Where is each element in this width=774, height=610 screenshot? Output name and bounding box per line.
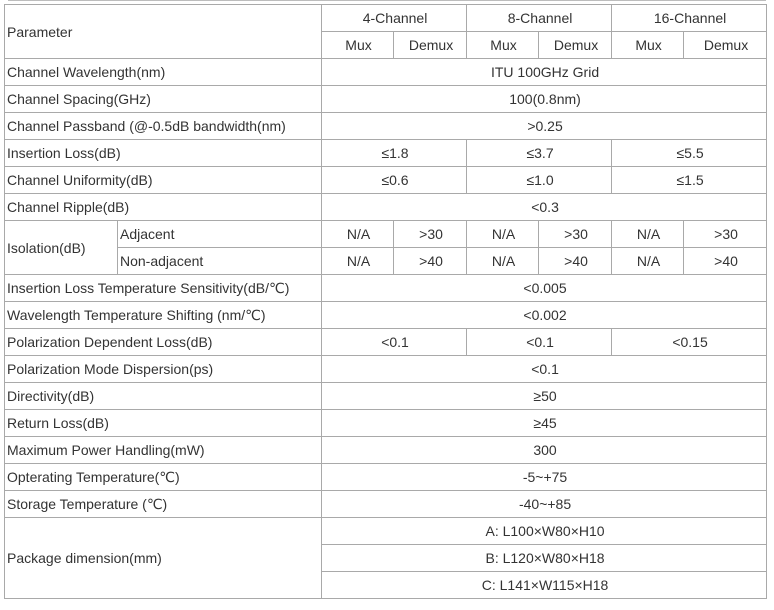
row-value: ITU 100GHz Grid — [322, 59, 767, 86]
row-sublabel-adjacent: Adjacent — [118, 221, 322, 248]
table-row — [5, 86, 767, 113]
row-label: Polarization Mode Dispersion(ps) — [5, 356, 322, 383]
header-4ch-demux: Demux — [394, 32, 467, 59]
cell-value: >30 — [539, 221, 612, 248]
package-option-a: A: L100×W80×H10 — [322, 518, 767, 545]
row-value: 300 — [322, 437, 767, 464]
header-4ch-mux: Mux — [322, 32, 394, 59]
table-row — [5, 491, 767, 518]
row-label: Channel Passband (@-0.5dB bandwidth(nm) — [5, 113, 322, 140]
table-row — [5, 194, 767, 221]
row-label: Storage Temperature (℃) — [5, 491, 322, 518]
row-value: -40~+85 — [322, 491, 767, 518]
header-16ch-mux: Mux — [612, 32, 684, 59]
table-row — [5, 356, 767, 383]
row-value-8ch: ≤1.0 — [467, 167, 612, 194]
row-value: <0.002 — [322, 302, 767, 329]
row-label: Opterating Temperature(℃) — [5, 464, 322, 491]
cell-value: >40 — [539, 248, 612, 275]
cell-value: N/A — [467, 248, 539, 275]
row-value: 100(0.8nm) — [322, 86, 767, 113]
package-option-b: B: L120×W80×H18 — [322, 545, 767, 572]
row-value-4ch: ≤0.6 — [322, 167, 467, 194]
row-value-4ch: <0.1 — [322, 329, 467, 356]
row-sublabel-non-adjacent: Non-adjacent — [118, 248, 322, 275]
table-row — [5, 518, 767, 545]
row-value-4ch: ≤1.8 — [322, 140, 467, 167]
cell-value: >40 — [394, 248, 467, 275]
header-row-groups — [5, 5, 767, 32]
cell-value: >40 — [684, 248, 767, 275]
row-value: <0.1 — [322, 356, 767, 383]
table-row — [5, 410, 767, 437]
row-value-16ch: ≤1.5 — [612, 167, 767, 194]
row-value: -5~+75 — [322, 464, 767, 491]
row-value-8ch: ≤3.7 — [467, 140, 612, 167]
header-16-channel: 16-Channel — [612, 5, 767, 32]
row-value: >0.25 — [322, 113, 767, 140]
table-row — [5, 248, 767, 275]
header-parameter: Parameter — [5, 5, 322, 59]
row-label: Directivity(dB) — [5, 383, 322, 410]
cell-value: >30 — [394, 221, 467, 248]
package-option-c: C: L141×W115×H18 — [322, 572, 767, 599]
table-row — [5, 221, 767, 248]
table-row — [5, 437, 767, 464]
header-8ch-mux: Mux — [467, 32, 539, 59]
header-8ch-demux: Demux — [539, 32, 612, 59]
row-value-16ch: <0.15 — [612, 329, 767, 356]
header-8-channel: 8-Channel — [467, 5, 612, 32]
row-label: Channel Uniformity(dB) — [5, 167, 322, 194]
cell-value: N/A — [322, 248, 394, 275]
row-value: <0.3 — [322, 194, 767, 221]
cell-value: N/A — [322, 221, 394, 248]
row-label: Channel Ripple(dB) — [5, 194, 322, 221]
table-row — [5, 302, 767, 329]
table-row — [5, 329, 767, 356]
row-value: ≥45 — [322, 410, 767, 437]
cell-value: N/A — [467, 221, 539, 248]
row-label-package: Package dimension(mm) — [5, 518, 322, 599]
cell-value: >30 — [684, 221, 767, 248]
row-label: Wavelength Temperature Shifting (nm/℃) — [5, 302, 322, 329]
row-label: Channel Wavelength(nm) — [5, 59, 322, 86]
table-row — [5, 464, 767, 491]
header-4-channel: 4-Channel — [322, 5, 467, 32]
row-value: <0.005 — [322, 275, 767, 302]
row-value-16ch: ≤5.5 — [612, 140, 767, 167]
header-16ch-demux: Demux — [684, 32, 767, 59]
spec-table — [4, 4, 767, 599]
row-label: Maximum Power Handling(mW) — [5, 437, 322, 464]
table-row — [5, 383, 767, 410]
row-value-8ch: <0.1 — [467, 329, 612, 356]
row-label: Polarization Dependent Loss(dB) — [5, 329, 322, 356]
table-row — [5, 140, 767, 167]
row-label: Insertion Loss Temperature Sensitivity(dB/℃) — [5, 275, 322, 302]
table-row — [5, 167, 767, 194]
table-row — [5, 59, 767, 86]
row-label: Return Loss(dB) — [5, 410, 322, 437]
row-value: ≥50 — [322, 383, 767, 410]
row-label: Insertion Loss(dB) — [5, 140, 322, 167]
top-divider — [8, 0, 766, 1]
table-row — [5, 275, 767, 302]
row-label: Channel Spacing(GHz) — [5, 86, 322, 113]
cell-value: N/A — [612, 221, 684, 248]
cell-value: N/A — [612, 248, 684, 275]
table-row — [5, 113, 767, 140]
row-label-isolation: Isolation(dB) — [5, 221, 118, 275]
